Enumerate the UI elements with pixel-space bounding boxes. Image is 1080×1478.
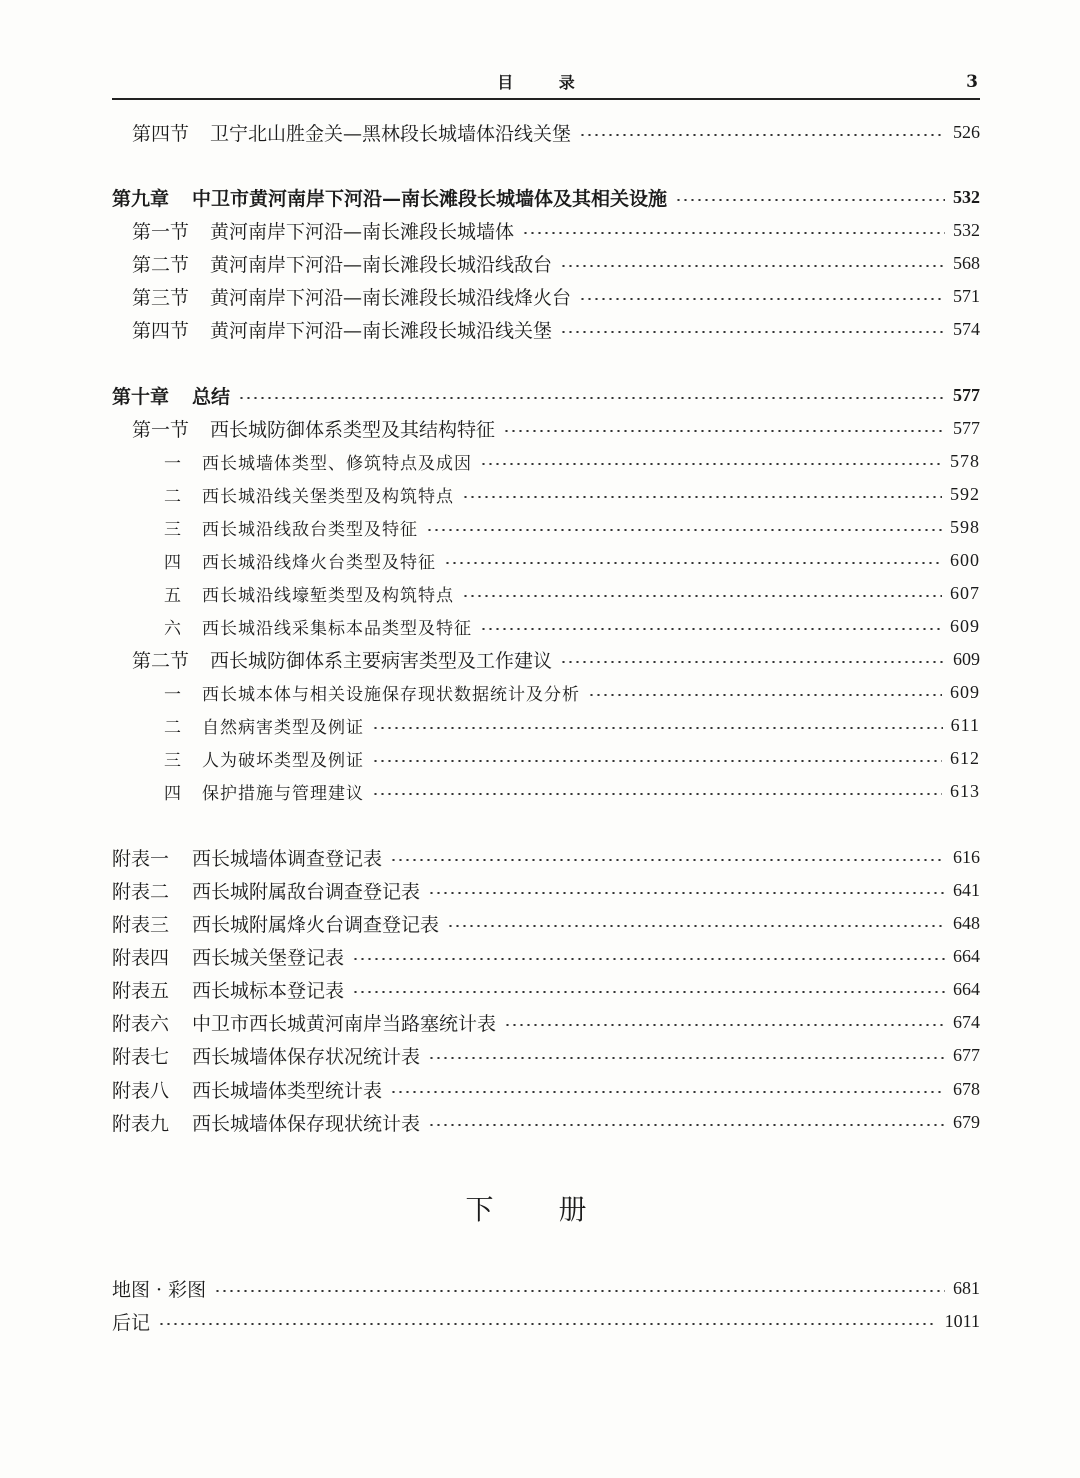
toc-leader-dots: [428, 1124, 945, 1126]
toc-entry-label: [112, 844, 382, 871]
toc-entry: [146, 546, 980, 574]
toc-entry-number: 三: [164, 750, 182, 771]
toc-entry: [112, 1108, 980, 1136]
toc-entry-title: 西长城标本登记表: [192, 979, 345, 1002]
toc-leader-dots: [372, 793, 942, 795]
toc-entry: [132, 118, 980, 146]
toc-leader-dots: [560, 331, 945, 333]
toc-entry-page: 609: [950, 681, 980, 702]
toc-entry-number: 四: [164, 552, 182, 573]
toc-entry-title: 黄河南岸下河沿—南长滩段长城沿线敌台: [210, 253, 553, 276]
toc-leader-dots: [390, 859, 945, 861]
toc-entry-label: [146, 779, 364, 804]
toc-entry-page: 577: [953, 384, 980, 405]
toc-entry-title: 人为破坏类型及例证: [202, 750, 364, 771]
toc-entry-label: [146, 614, 472, 639]
toc-entry-label: [146, 581, 454, 606]
toc-entry-number: 附表九: [112, 1112, 170, 1135]
toc-leader-dots: [352, 991, 945, 993]
toc-leader-dots: [480, 463, 942, 465]
toc-entry-title: 后记: [112, 1311, 151, 1334]
toc-entry: [132, 414, 980, 442]
toc-entry-label: [146, 746, 364, 771]
toc-entry: [146, 513, 980, 541]
toc-entry-number: 第九章: [112, 187, 170, 210]
toc-entry-label: [132, 119, 571, 146]
toc-entry-number: 第一节: [132, 220, 190, 243]
toc-leader-dots: [372, 760, 942, 762]
toc-entry: [132, 249, 980, 277]
toc-entry-number: 附表八: [112, 1079, 170, 1102]
toc-entry-label: [112, 1042, 420, 1069]
toc-leader-dots: [480, 628, 942, 630]
toc-entry-title: 黄河南岸下河沿—南长滩段长城墙体: [210, 220, 515, 243]
toc-entry-page: 678: [953, 1078, 980, 1099]
toc-entry: [146, 612, 980, 640]
toc-entry-page: 613: [950, 780, 980, 801]
toc-entry-page: 526: [953, 121, 980, 142]
toc-leader-dots: [504, 1024, 945, 1026]
toc-entry-number: 附表七: [112, 1045, 170, 1068]
toc-leader-dots: [462, 496, 942, 498]
toc-entry-label: [132, 283, 571, 310]
toc-entry-number: 附表四: [112, 946, 170, 969]
toc-entry-title: 中卫市西长城黄河南岸当路塞统计表: [192, 1012, 497, 1035]
toc-entry-page: 611: [950, 714, 980, 735]
toc-leader-dots: [390, 1091, 945, 1093]
toc-entry-number: 二: [164, 486, 182, 507]
toc-entry-title: 总结: [192, 385, 231, 408]
toc-entry-number: 附表一: [112, 847, 170, 870]
toc-leader-dots: [579, 134, 945, 136]
toc-entry-number: 一: [164, 453, 182, 474]
toc-entry: [112, 1075, 980, 1103]
toc-entry-page: 609: [950, 615, 980, 636]
toc-leader-dots: [214, 1290, 945, 1292]
toc-entry-number: 第四节: [132, 122, 190, 145]
toc-entry-label: [132, 415, 495, 442]
toc-entry-title: 黄河南岸下河沿—南长滩段长城沿线烽火台: [210, 286, 572, 309]
toc-entry-label: [146, 713, 364, 738]
toc-entry-page: 641: [953, 879, 980, 900]
toc-entry: [146, 777, 980, 805]
toc-entry-number: 第四节: [132, 319, 190, 342]
toc-leader-dots: [444, 562, 942, 564]
toc-entry-number: 附表六: [112, 1012, 170, 1035]
toc-entry-page: 574: [953, 318, 980, 339]
toc-entry-label: [112, 382, 230, 409]
toc-entry: [112, 1307, 980, 1335]
toc-entry-title: 卫宁北山胜金关—黑林段长城墙体沿线关堡: [210, 122, 572, 145]
toc-leader-dots: [158, 1323, 937, 1325]
toc-entry: [112, 909, 980, 937]
toc-entry-label: [132, 316, 552, 343]
toc-entry-page: 600: [950, 549, 980, 570]
toc-entry-title: 西长城附属敌台调查登记表: [192, 880, 421, 903]
toc-entry-page: 679: [953, 1111, 980, 1132]
toc-entry-title: 西长城防御体系主要病害类型及工作建议: [210, 649, 553, 672]
toc-entry-number: 附表五: [112, 979, 170, 1002]
toc-leader-dots: [588, 694, 942, 696]
toc-entry-title: 西长城沿线壕堑类型及构筑特点: [202, 585, 454, 606]
toc-leader-dots: [560, 661, 945, 663]
toc-leader-dots: [522, 232, 945, 234]
toc-entry-title: 地图 · 彩图: [112, 1278, 207, 1301]
toc-entry-title: 西长城沿线关堡类型及构筑特点: [202, 486, 454, 507]
toc-entry-number: 第三节: [132, 286, 190, 309]
toc-entry: [112, 1008, 980, 1036]
toc-entry-label: [112, 877, 420, 904]
toc-entry-title: 西长城关堡登记表: [192, 946, 345, 969]
toc-entry-number: 第二节: [132, 253, 190, 276]
toc-entry-title: 西长城防御体系类型及其结构特征: [210, 418, 496, 441]
toc-entry-page: 578: [950, 450, 980, 471]
toc-entry-label: [146, 482, 454, 507]
toc-entry: [112, 876, 980, 904]
toc-entry-number: 第十章: [112, 385, 170, 408]
toc-entry-label: [146, 548, 436, 573]
toc-entry-page: 571: [953, 285, 980, 306]
toc-entry-label: [112, 1109, 420, 1136]
toc-entry-number: 二: [164, 717, 182, 738]
toc-entry-page: 664: [953, 978, 980, 999]
toc-entry-number: 六: [164, 618, 182, 639]
toc-entry: [112, 843, 980, 871]
toc-entry-page: 674: [953, 1011, 980, 1032]
toc-entry-page: 568: [953, 252, 980, 273]
toc-entry: [146, 447, 980, 475]
toc-entry-page: 664: [953, 945, 980, 966]
toc-entry-label: [112, 910, 439, 937]
toc-entry-page: 612: [950, 747, 980, 768]
toc-entry-page: 681: [953, 1277, 980, 1298]
toc-entry-label: [132, 217, 514, 244]
toc-entry-number: 附表二: [112, 880, 170, 903]
toc-leader-dots: [447, 925, 945, 927]
header-page-number: 3: [966, 72, 978, 92]
toc-entry: [146, 678, 980, 706]
header-title: 目 录: [497, 73, 595, 92]
toc-entry-page: 677: [953, 1044, 980, 1065]
toc-leader-dots: [675, 199, 945, 201]
toc-entry-title: 西长城沿线采集标本品类型及特征: [202, 618, 472, 639]
toc-entry-number: 第一节: [132, 418, 190, 441]
toc-entry: [112, 183, 980, 211]
toc-leader-dots: [428, 892, 945, 894]
toc-entry: [132, 216, 980, 244]
toc-entry: [112, 1041, 980, 1069]
toc-entry: [112, 975, 980, 1003]
toc-entry-page: 532: [953, 219, 980, 240]
toc-leader-dots: [428, 1057, 945, 1059]
toc-entry-page: 598: [950, 516, 980, 537]
toc-entry-page: 577: [953, 417, 980, 438]
toc-leader-dots: [426, 529, 942, 531]
toc-entry-title: 黄河南岸下河沿—南长滩段长城沿线关堡: [210, 319, 553, 342]
toc-entry-page: 1011: [944, 1310, 980, 1331]
toc-entry-label: [112, 1308, 150, 1335]
toc-entry-number: 三: [164, 519, 182, 540]
toc-entry-label: [112, 184, 667, 211]
toc-entry-title: 西长城本体与相关设施保存现状数据统计及分析: [202, 684, 580, 705]
toc-entry-number: 四: [164, 783, 182, 804]
toc-leader-dots: [462, 595, 942, 597]
toc-leader-dots: [372, 727, 943, 729]
toc-entry-title: 西长城沿线烽火台类型及特征: [202, 552, 436, 573]
toc-entry-label: [112, 1076, 382, 1103]
toc-entry: [112, 1274, 980, 1302]
toc-entry-number: 附表三: [112, 913, 170, 936]
toc-entry: [132, 282, 980, 310]
toc-entry-page: 616: [953, 846, 980, 867]
toc-entry: [132, 315, 980, 343]
toc-entry-title: 西长城墙体类型统计表: [192, 1079, 383, 1102]
toc-entry-page: 592: [950, 483, 980, 504]
toc-leader-dots: [560, 265, 945, 267]
toc-leader-dots: [503, 430, 945, 432]
toc-entry-title: 保护措施与管理建议: [202, 783, 364, 804]
toc-entry-title: 自然病害类型及例证: [202, 717, 364, 738]
toc-entry-title: 西长城附属烽火台调查登记表: [192, 913, 440, 936]
toc-entry-label: [146, 515, 418, 540]
toc-entry-title: 西长城墙体保存状况统计表: [192, 1045, 421, 1068]
toc-entry-number: 五: [164, 585, 182, 606]
toc-entry-title: 西长城墙体保存现状统计表: [192, 1112, 421, 1135]
page-header: [112, 66, 980, 100]
toc-entry: [146, 711, 980, 739]
toc-entry-label: [132, 250, 552, 277]
toc-entry-label: [146, 449, 472, 474]
toc-entry-page: 607: [950, 582, 980, 603]
toc-entry-page: 648: [953, 912, 980, 933]
toc-entry-title: 西长城墙体类型、修筑特点及成因: [202, 453, 472, 474]
toc-entry-label: [112, 1009, 496, 1036]
volume-title: 下 册: [465, 1193, 615, 1226]
toc-entry: [146, 480, 980, 508]
toc-entry-page: 609: [953, 648, 980, 669]
toc-entry-title: 西长城沿线敌台类型及特征: [202, 519, 418, 540]
toc-entry: [132, 645, 980, 673]
toc-entry-number: 一: [164, 684, 182, 705]
toc-entry-label: [146, 680, 580, 705]
toc-leader-dots: [352, 958, 945, 960]
toc-entry-title: 西长城墙体调查登记表: [192, 847, 383, 870]
toc-entry: [146, 579, 980, 607]
toc-leader-dots: [579, 298, 945, 300]
toc-entry: [112, 381, 980, 409]
toc-leader-dots: [238, 397, 945, 399]
toc-entry-number: 第二节: [132, 649, 190, 672]
toc-entry-label: [112, 1275, 206, 1302]
toc-entry-label: [112, 943, 344, 970]
toc-entry: [146, 744, 980, 772]
toc-entry-page: 532: [953, 186, 980, 207]
toc-entry-title: 中卫市黄河南岸下河沿—南长滩段长城墙体及其相关设施: [192, 187, 668, 210]
toc-entry-label: [112, 976, 344, 1003]
toc-entry-label: [132, 646, 552, 673]
toc-entry: [112, 942, 980, 970]
